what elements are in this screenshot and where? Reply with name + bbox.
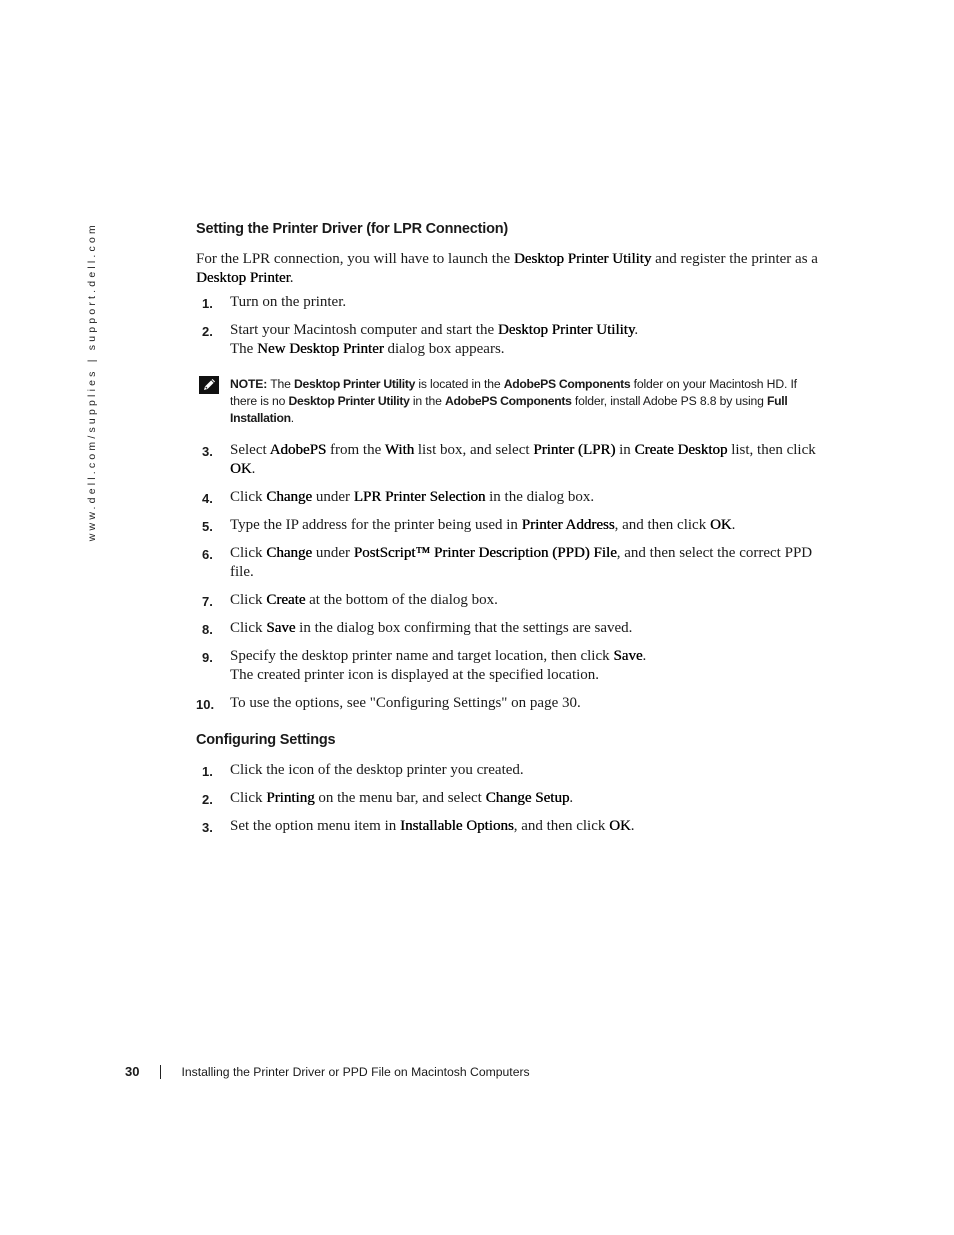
step-item bbox=[196, 647, 818, 685]
ui-term: Full Installation bbox=[230, 394, 788, 425]
ui-term: Printer Address bbox=[521, 517, 615, 533]
text-run: To use the options, see "Configuring Settings" on page 30. bbox=[230, 695, 581, 711]
ui-term: With bbox=[384, 442, 415, 458]
step-item bbox=[196, 789, 818, 808]
step-number: 10. bbox=[196, 697, 215, 712]
text-run: The bbox=[230, 341, 258, 357]
ui-term: Desktop Printer Utility bbox=[513, 251, 652, 267]
text-run: and register the printer as a bbox=[651, 251, 818, 267]
note-text bbox=[230, 377, 797, 425]
pencil-note-icon bbox=[199, 376, 219, 394]
sidebar-url bbox=[82, 222, 102, 542]
ui-term: Create bbox=[266, 592, 306, 608]
step-item bbox=[196, 694, 818, 713]
page-content bbox=[196, 219, 818, 845]
step-number: 4. bbox=[202, 491, 213, 506]
ui-term: Change Setup bbox=[485, 790, 570, 806]
text-run: in the dialog box confirming that the settings are saved. bbox=[295, 620, 633, 636]
section-heading-configuring: Configuring Settings bbox=[196, 732, 336, 748]
ui-term: New Desktop Printer bbox=[257, 341, 384, 357]
text-run: under bbox=[312, 545, 354, 561]
step-item bbox=[196, 488, 818, 507]
ui-term: Change bbox=[266, 545, 313, 561]
step-number: 2. bbox=[202, 792, 213, 807]
text-run: . bbox=[290, 411, 294, 425]
text-run: , and then select the correct PPD file. bbox=[230, 545, 813, 580]
text-run: at the bottom of the dialog box. bbox=[305, 592, 498, 608]
ui-term: OK bbox=[230, 461, 252, 477]
text-run: Specify the desktop printer name and target location, then click bbox=[230, 648, 614, 664]
step-item bbox=[196, 544, 818, 582]
text-run: , and then click bbox=[513, 818, 610, 834]
step-item bbox=[196, 817, 818, 836]
ui-term: Save bbox=[613, 648, 643, 664]
text-run: Set the option menu item in bbox=[230, 818, 400, 834]
text-run: Click bbox=[230, 489, 267, 505]
step-item bbox=[196, 321, 818, 359]
text-run: folder, install Adobe PS 8.8 by using bbox=[571, 394, 767, 408]
ui-term: Desktop Printer Utility bbox=[293, 377, 416, 391]
text-run: in bbox=[615, 442, 635, 458]
step-number: 8. bbox=[202, 622, 213, 637]
footer-title: Installing the Printer Driver or PPD File on Macintosh Computers bbox=[181, 1065, 530, 1079]
text-run: dialog box appears. bbox=[383, 341, 505, 357]
step-number: 5. bbox=[202, 519, 213, 534]
ui-term: Desktop Printer Utility bbox=[288, 394, 410, 408]
ui-term: Desktop Printer Utility bbox=[497, 322, 635, 338]
step-number: 2. bbox=[202, 324, 213, 339]
text-run: in the bbox=[409, 394, 445, 408]
ui-term: PostScript™ Printer Description (PPD) File bbox=[353, 545, 617, 561]
step-list-lpr-a bbox=[196, 293, 818, 359]
sidebar-url-text: www.dell.com/supplies | support.dell.com bbox=[86, 222, 98, 542]
ui-term: LPR Printer Selection bbox=[353, 489, 486, 505]
text-run: is located in the bbox=[415, 377, 504, 391]
ui-term: Save bbox=[266, 620, 296, 636]
text-run: . bbox=[630, 818, 635, 834]
page-footer bbox=[125, 1063, 530, 1081]
text-run: Click bbox=[230, 790, 267, 806]
text-run: Click the icon of the desktop printer you created. bbox=[230, 762, 524, 778]
text-run: on the menu bar, and select bbox=[314, 790, 486, 806]
step-number: 1. bbox=[202, 764, 213, 779]
section-heading-lpr: Setting the Printer Driver (for LPR Connection) bbox=[196, 221, 509, 237]
text-run: . bbox=[731, 517, 736, 533]
text-run: , and then click bbox=[614, 517, 710, 533]
text-run: in the dialog box. bbox=[485, 489, 595, 505]
ui-term: Change bbox=[266, 489, 313, 505]
page-number: 30 bbox=[125, 1064, 140, 1079]
step-item bbox=[196, 619, 818, 638]
text-run: . bbox=[251, 461, 256, 477]
note-label: NOTE: bbox=[230, 377, 268, 391]
text-run: Turn on the printer. bbox=[230, 294, 347, 310]
step-item bbox=[196, 761, 818, 780]
step-number: 7. bbox=[202, 594, 213, 609]
note-block bbox=[196, 376, 818, 427]
text-run: folder on your Macintosh HD. If there is no bbox=[230, 377, 797, 408]
text-run: Type the IP address for the printer being used in bbox=[230, 517, 522, 533]
step-number: 6. bbox=[202, 547, 213, 562]
step-item bbox=[196, 591, 818, 610]
text-run: Select bbox=[230, 442, 270, 458]
step-item bbox=[196, 516, 818, 535]
text-run: Click bbox=[230, 592, 267, 608]
ui-term: Installable Options bbox=[399, 818, 514, 834]
text-run: The bbox=[267, 377, 294, 391]
step-number: 3. bbox=[202, 444, 213, 459]
ui-term: Desktop Printer bbox=[196, 270, 290, 286]
ui-term: Printer (LPR) bbox=[533, 442, 616, 458]
text-run: . bbox=[289, 270, 294, 286]
step-list-configuring bbox=[196, 761, 818, 836]
text-run: Click bbox=[230, 620, 267, 636]
step-number: 3. bbox=[202, 820, 213, 835]
step-item bbox=[196, 293, 818, 312]
step-number: 9. bbox=[202, 650, 213, 665]
ui-term: OK bbox=[609, 818, 631, 834]
ui-term: Printing bbox=[266, 790, 315, 806]
step-list-lpr-b bbox=[196, 441, 818, 713]
text-run: . bbox=[642, 648, 647, 664]
intro-paragraph bbox=[196, 250, 818, 288]
text-run: list box, and select bbox=[414, 442, 534, 458]
text-run: . bbox=[634, 322, 639, 338]
footer-separator bbox=[160, 1065, 161, 1079]
text-run: For the LPR connection, you will have to launch the bbox=[196, 251, 514, 267]
step-item bbox=[196, 441, 818, 479]
text-run: Click bbox=[230, 545, 267, 561]
step-number: 1. bbox=[202, 296, 213, 311]
ui-term: AdobePS Components bbox=[444, 394, 572, 408]
ui-term: OK bbox=[709, 517, 732, 533]
text-run: The created printer icon is displayed at the specified location. bbox=[230, 667, 600, 683]
text-run: under bbox=[312, 489, 354, 505]
text-run: from the bbox=[326, 442, 385, 458]
ui-term: AdobePS Components bbox=[503, 377, 631, 391]
text-run: Start your Macintosh computer and start the bbox=[230, 322, 498, 338]
ui-term: AdobePS bbox=[269, 442, 327, 458]
text-run: list, then click bbox=[727, 442, 816, 458]
text-run: . bbox=[569, 790, 574, 806]
ui-term: Create Desktop bbox=[634, 442, 728, 458]
